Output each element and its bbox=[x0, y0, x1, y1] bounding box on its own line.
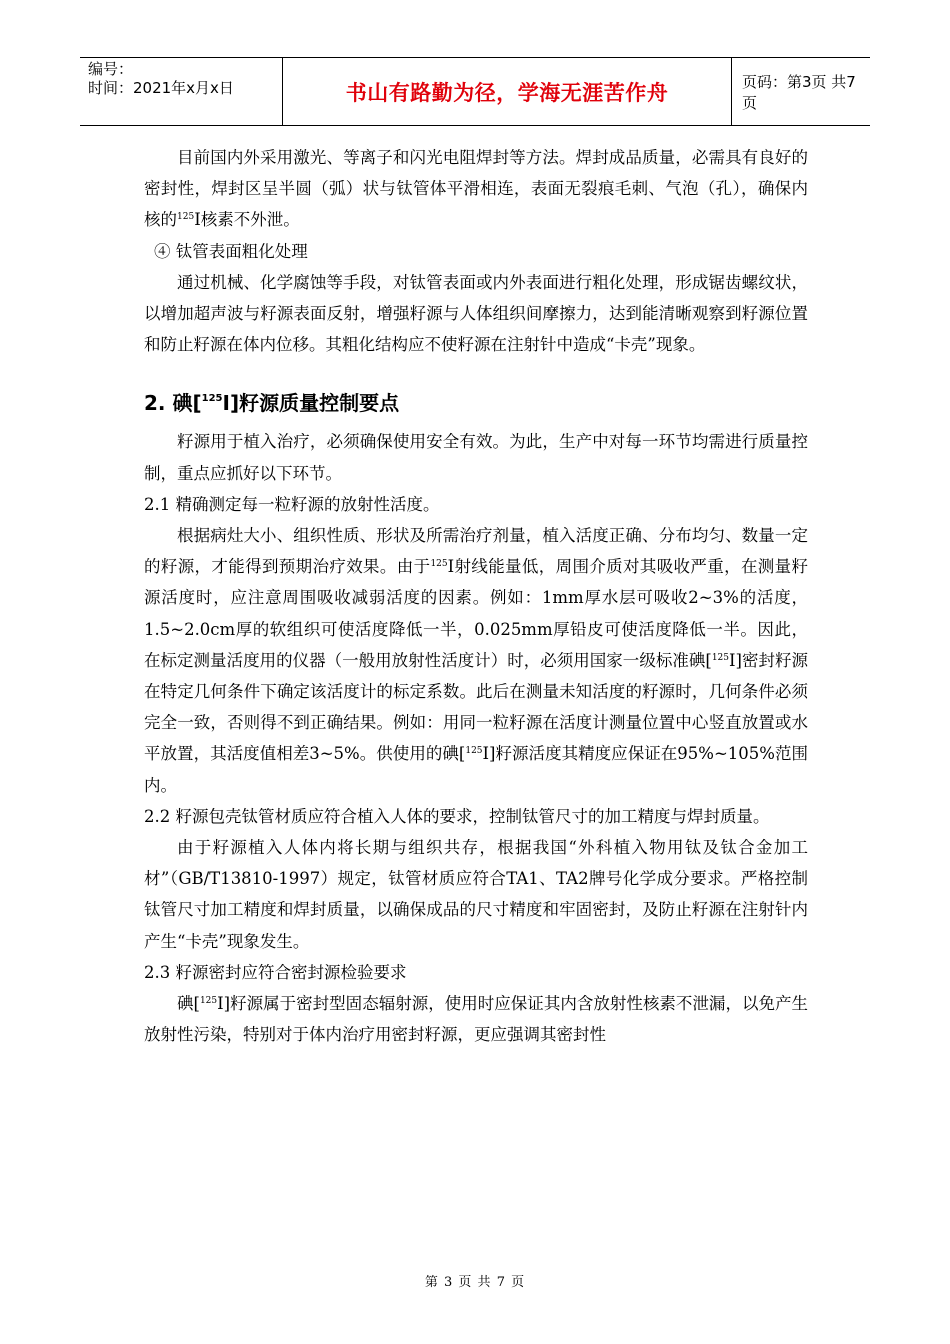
paragraph-roughening: 通过机械、化学腐蚀等手段，对钛管表面或内外表面进行粗化处理，形成锯齿螺纹状，以增加超声波与籽源表面反射，增强籽源与人体组织间摩擦力，达到能清晰观察到籽源位置和防止籽源在体内位移。其粗化结构应不使籽源在注射针中造成“卡壳”现象。 bbox=[144, 272, 808, 355]
header-motto: 书山有路勤为径，学海无涯苦作舟 bbox=[283, 58, 732, 125]
paragraph-sealing: 碘[$^{125}$I]籽源属于密封型固态辐射源，使用时应保证其内含放射性核素不泄漏，以免产生放射性污染，特别对于体内治疗用密封籽源，更应强调其密封性 bbox=[144, 994, 808, 1045]
section-heading-2: 2. 碘[$^{125}$I]籽源质量控制要点 bbox=[144, 391, 400, 416]
header-page-number: 页码：第3页 共7页 bbox=[742, 72, 856, 112]
paragraph-titanium-material: 由于籽源植入人体内将长期与组织共存，根据我国“外科植入物用钛及钛合金加工材”（GB/T13810-1997）规定，钛管材质应符合TA1、TA2牌号化学成分要求。严格控制钛管尺寸加工精度和焊封质量，以确保成品的尺寸精度和牢固密封，及防止籽源在注射针内产生“卡壳”现象发生。 bbox=[144, 838, 808, 951]
header-meta bbox=[80, 58, 283, 125]
subsection-2-1: 2.1 精确测定每一粒籽源的放射性活度。 bbox=[144, 494, 440, 514]
document-number-label: 编号： bbox=[88, 60, 134, 78]
page-header bbox=[80, 57, 870, 126]
document-body bbox=[144, 142, 808, 1050]
paragraph-quality-intro: 籽源用于植入治疗，必须确保使用安全有效。为此，生产中对每一环节均需进行质量控制，重点应抓好以下环节。 bbox=[144, 432, 808, 483]
subheading-surface-roughening: ④ 钛管表面粗化处理 bbox=[154, 241, 308, 261]
subsection-2-3: 2.3 籽源密封应符合密封源检验要求 bbox=[144, 962, 407, 982]
paragraph-activity-measurement: 根据病灶大小、组织性质、形状及所需治疗剂量，植入活度正确、分布均匀、数量一定的籽源，才能得到预期治疗效果。由于$^{125}$I射线能量低，周围介质对其吸收严重，在测量籽源活度时，应注意周围吸收减弱活度的因素。例如：1mm厚水层可吸收2~3%的活度，1.5~2.0cm厚的软组织可使活度降低一半，0.025mm厚铅皮可使活度降低一半。因此，在标定测量活度用的仪器（一般用放射性活度计）时，必须用国家一级标准碘[$^{125}$I]密封籽源在特定几何条件下确定该活度计的标定系数。此后在测量未知活度的籽源时，几何条件必须完全一致，否则得不到正确结果。例如：用同一粒籽源在活度计测量位置中心竖直放置或水平放置，其活度值相差3~5%。供使用的碘[$^{125}$I]籽源活度其精度应保证在95%~105%范围内。 bbox=[144, 526, 808, 795]
subsection-2-2: 2.2 籽源包壳钛管材质应符合植入人体的要求，控制钛管尺寸的加工精度与焊封质量。 bbox=[144, 806, 770, 826]
document-date: 时间：2021年x月x日 bbox=[88, 79, 234, 97]
page-footer: 第 3 页 共 7 页 bbox=[424, 1275, 526, 1290]
paragraph-welding: 目前国内外采用激光、等离子和闪光电阻焊封等方法。焊封成品质量，必需具有良好的密封性，焊封区呈半圆（弧）状与钛管体平滑相连，表面无裂痕毛刺、气泡（孔），确保内核的$^{125}$I核素不外泄。 bbox=[144, 148, 808, 230]
